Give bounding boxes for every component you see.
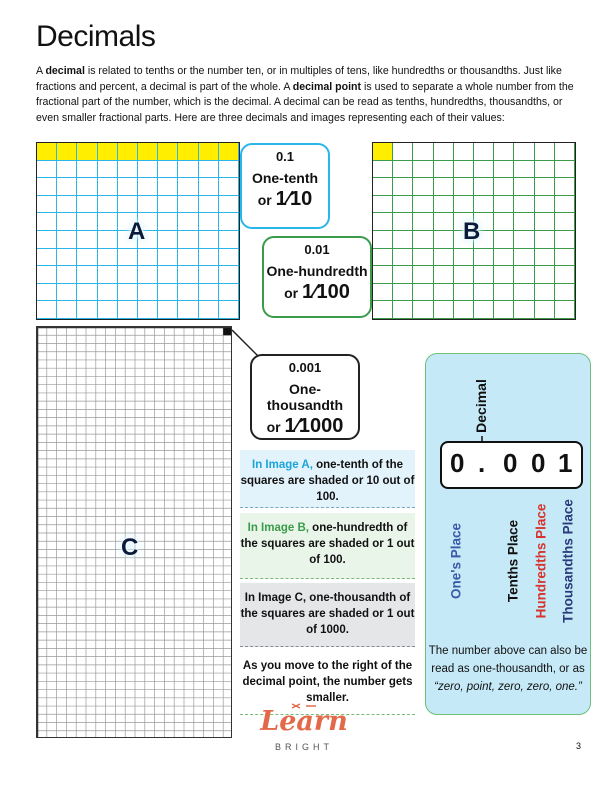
callout-thousandth-words: One-thousandth	[266, 381, 344, 413]
page-number: 3	[576, 741, 582, 751]
label-ones-place: One's Place	[448, 522, 464, 600]
grid-a-label: A	[128, 218, 146, 245]
digit-tenths: 0	[503, 448, 518, 478]
fraction-one-tenth: 1⁄10	[275, 188, 313, 210]
callout-thousandth-fraction-line: or 1⁄1000	[266, 415, 344, 437]
info-right-of-point: As you move to the right of the decimal point, the number gets smaller.	[240, 651, 415, 715]
info-image-c: In Image C, one-thousandth of the squares are shaded or 1 out of 1000.	[240, 583, 415, 647]
grid-b-label: B	[463, 218, 481, 245]
term-decimal-point: decimal point	[292, 80, 362, 93]
label-tenths-place: Tenths Place	[505, 519, 521, 603]
label-thousandths-place: Thousandths Place	[560, 499, 576, 623]
intro-paragraph: A decimal is related to tenths or the number ten, or in multiples of tens, like hundredths or thousandths. Just like fractions and percent, a decimal is part of the whole. A decimal point is used to separate a whole number from the fractional part of the number, which is the decimal. A decimal can be read as tenths, hundredths, thousandths, or even smaller fractional parts. Here are three decimals and images representing each of their values:	[36, 65, 574, 124]
decimal-point: .	[478, 448, 486, 478]
term-decimal: decimal	[45, 65, 85, 77]
digit-thousandths: 1	[558, 448, 573, 478]
page-title: Decimals	[36, 20, 156, 53]
callout-hundredth-number: 0.01	[304, 242, 330, 257]
callout-tenth-number: 0.1	[275, 149, 295, 164]
fraction-one-thousandth: 1⁄1000	[284, 415, 344, 437]
digit-ones: 0	[450, 448, 465, 478]
callout-tenth-fraction-line: or 1⁄10	[257, 188, 313, 210]
decimal-vertical-label: Decimal	[472, 379, 489, 433]
logo-bright: BRIGHT	[274, 742, 333, 752]
callout-tenth-words: One-tenth	[251, 170, 319, 186]
grid-c-label: C	[121, 534, 139, 561]
info-image-a: In Image A, one-tenth of the squares are shaded or 10 out of 100.	[240, 450, 415, 508]
fraction-one-hundredth: 1⁄100	[302, 281, 350, 303]
callout-hundredth-fraction-line: or 1⁄100	[284, 281, 350, 303]
info-image-b: In Image B, one-hundredth of the squares are shaded or 1 out of 100.	[240, 513, 415, 579]
callout-hundredth-words: One-hundredth	[266, 263, 368, 279]
logo-learn: Learn	[260, 706, 348, 737]
digit-hundredths: 0	[531, 448, 546, 478]
place-value-note: The number above can also be read as one-thousandth, or as “zero, point, zero, zero, one.”	[428, 645, 588, 693]
callout-thousandth-number: 0.001	[288, 360, 322, 375]
label-hundredths-place: Hundredths Place	[533, 503, 549, 619]
